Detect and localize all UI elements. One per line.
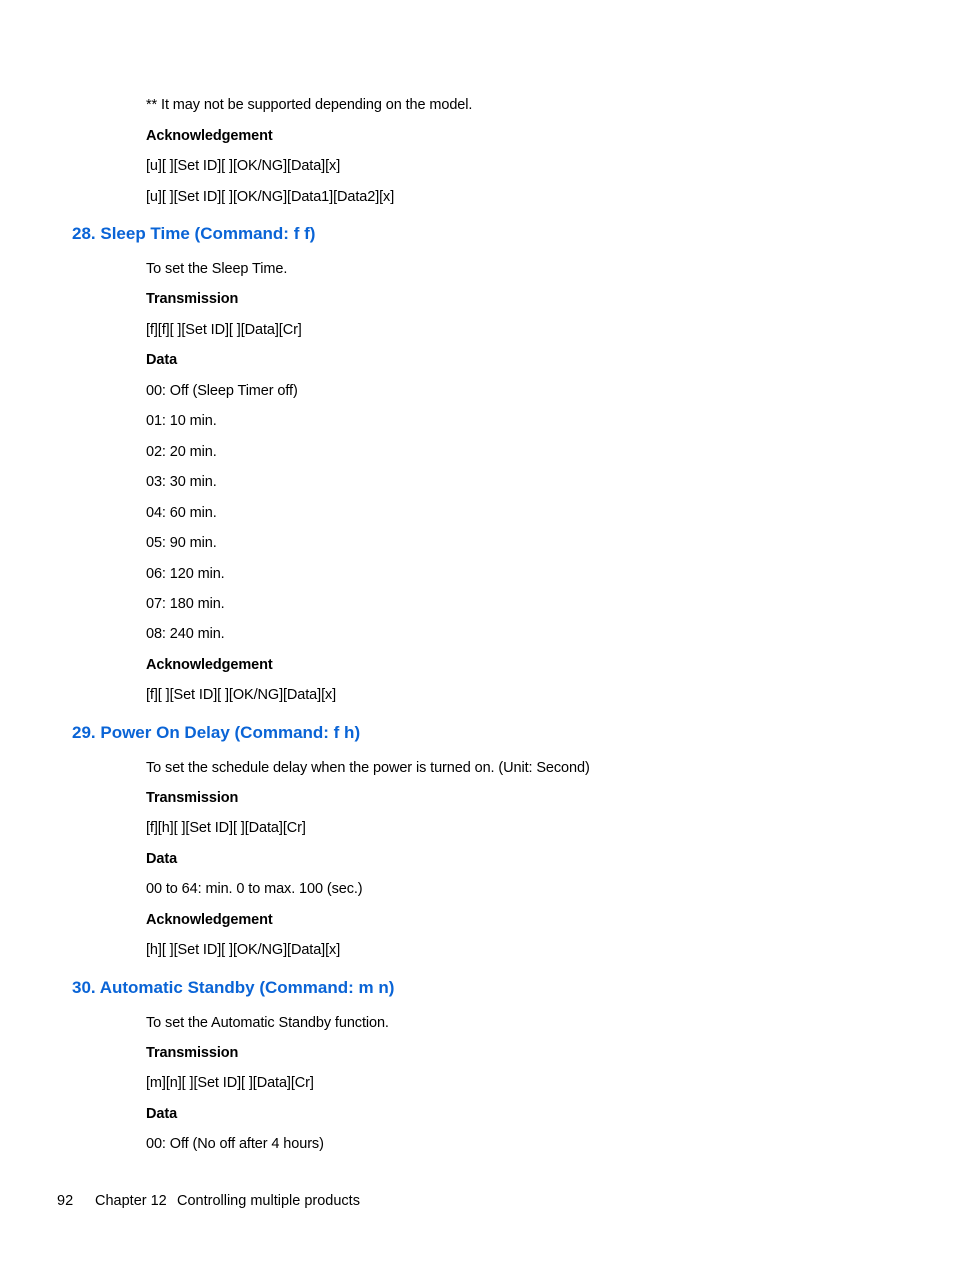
section-description: To set the Automatic Standby function.: [146, 1015, 389, 1031]
transmission-format: [f][h][ ][Set ID][ ][Data][Cr]: [146, 820, 306, 836]
transmission-label: Transmission: [146, 790, 239, 806]
section-heading-automatic-standby: 30. Automatic Standby (Command: m n): [72, 978, 395, 997]
section-description: To set the schedule delay when the power is turned on. (Unit: Second): [146, 760, 590, 776]
data-item: 00: Off (No off after 4 hours): [146, 1136, 324, 1152]
acknowledgement-format: [u][ ][Set ID][ ][OK/NG][Data][x]: [146, 158, 341, 174]
transmission-format: [f][f][ ][Set ID][ ][Data][Cr]: [146, 322, 302, 338]
acknowledgement-label: Acknowledgement: [146, 128, 273, 144]
data-item: 08: 240 min.: [146, 626, 225, 642]
acknowledgement-format: [h][ ][Set ID][ ][OK/NG][Data][x]: [146, 942, 341, 958]
section-heading-sleep-time: 28. Sleep Time (Command: f f): [72, 224, 316, 243]
acknowledgement-format: [u][ ][Set ID][ ][OK/NG][Data1][Data2][x]: [146, 189, 395, 205]
section-heading-power-on-delay: 29. Power On Delay (Command: f h): [72, 723, 361, 742]
page-number: 92: [57, 1193, 74, 1209]
data-item: 06: 120 min.: [146, 566, 225, 582]
data-item: 02: 20 min.: [146, 444, 217, 460]
acknowledgement-label: Acknowledgement: [146, 657, 273, 673]
data-label: Data: [146, 851, 178, 867]
data-item: 01: 10 min.: [146, 413, 217, 429]
acknowledgement-label: Acknowledgement: [146, 912, 273, 928]
data-label: Data: [146, 352, 178, 368]
data-item: 05: 90 min.: [146, 535, 217, 551]
section-description: To set the Sleep Time.: [146, 261, 288, 277]
data-item: 07: 180 min.: [146, 596, 225, 612]
data-item: 04: 60 min.: [146, 505, 217, 521]
chapter-title: Controlling multiple products: [177, 1193, 360, 1209]
transmission-label: Transmission: [146, 1045, 239, 1061]
transmission-label: Transmission: [146, 291, 239, 307]
transmission-format: [m][n][ ][Set ID][ ][Data][Cr]: [146, 1075, 314, 1091]
model-support-note: ** It may not be supported depending on the model.: [146, 97, 473, 113]
data-item: 03: 30 min.: [146, 474, 217, 490]
acknowledgement-format: [f][ ][Set ID][ ][OK/NG][Data][x]: [146, 687, 337, 703]
chapter-label: Chapter 12: [95, 1193, 167, 1209]
data-label: Data: [146, 1106, 178, 1122]
data-item: 00: Off (Sleep Timer off): [146, 383, 298, 399]
data-item: 00 to 64: min. 0 to max. 100 (sec.): [146, 881, 363, 897]
